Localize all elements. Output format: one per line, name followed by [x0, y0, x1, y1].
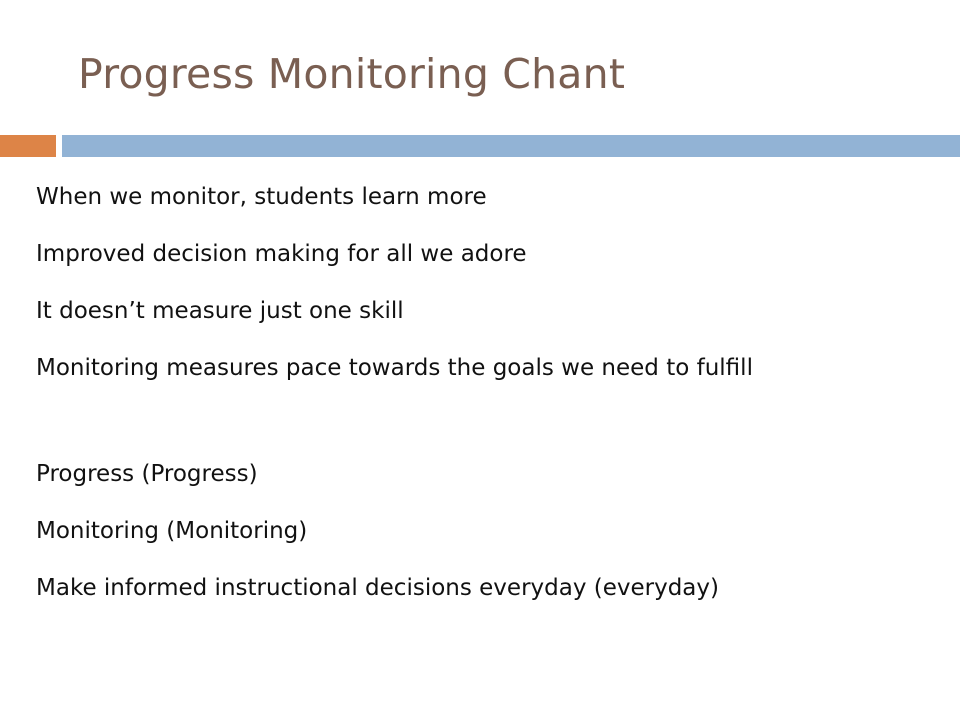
- chant-line-3: It doesn’t measure just one skill: [36, 298, 404, 324]
- chant-line-1: When we monitor, students learn more: [36, 184, 487, 210]
- chant-line-6: Monitoring (Monitoring): [36, 518, 308, 544]
- title-accent-bar: [0, 135, 56, 157]
- stanza-gap: [36, 396, 948, 455]
- title-divider-bar: [62, 135, 960, 157]
- chant-line-4: Monitoring measures pace towards the goals we need to fulfill: [36, 355, 753, 381]
- chant-line-5: Progress (Progress): [36, 461, 258, 487]
- chant-line-2: Improved decision making for all we adore: [36, 241, 527, 267]
- slide-title: Progress Monitoring Chant: [78, 50, 626, 98]
- slide-body: [36, 178, 948, 626]
- chant-line-7: Make informed instructional decisions everyday (everyday): [36, 575, 719, 601]
